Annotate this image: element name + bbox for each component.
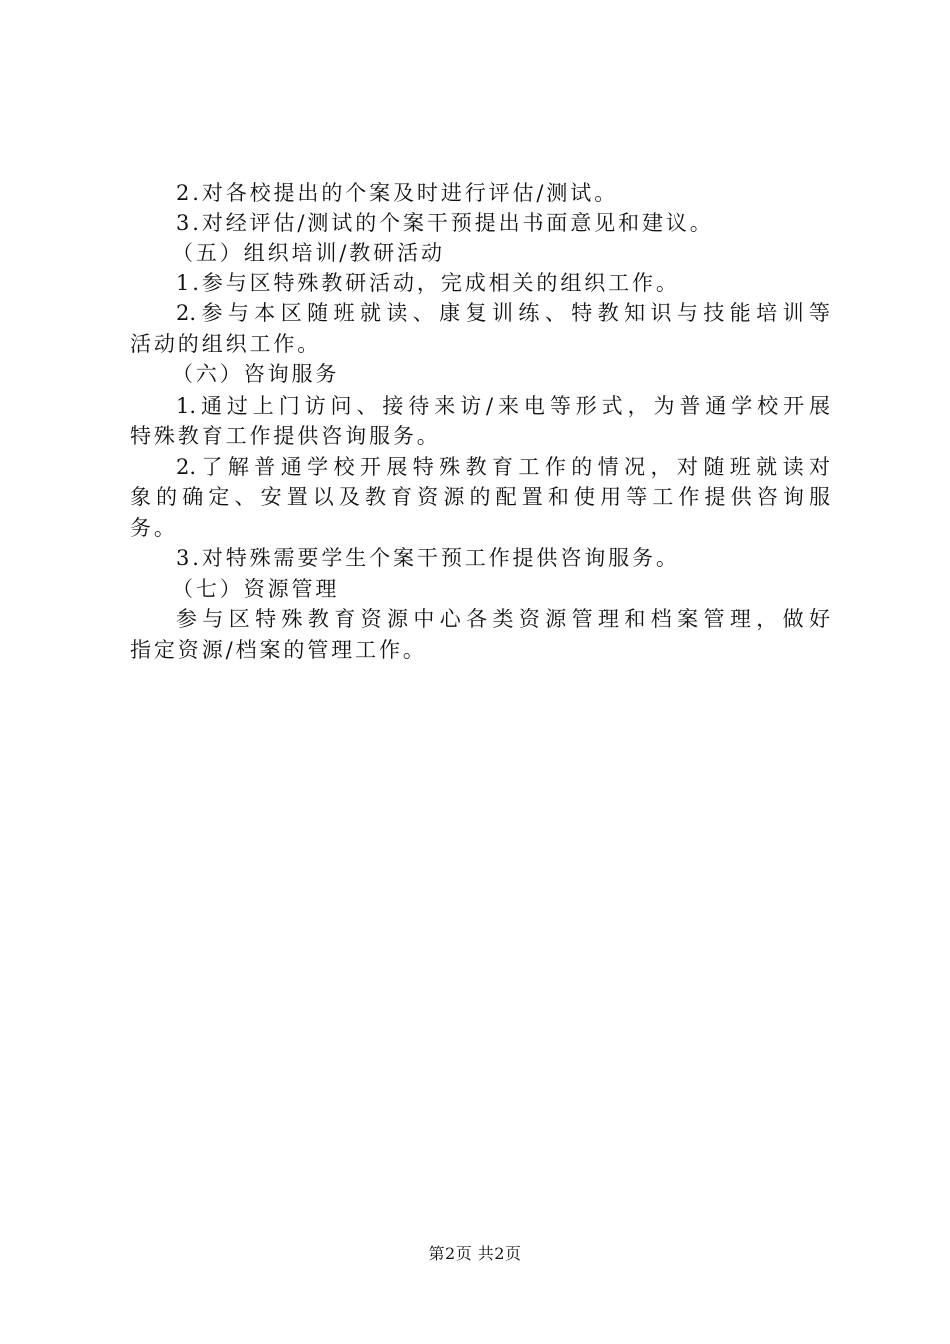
section-heading: （五）组织培训/教研活动 (172, 241, 445, 265)
paragraph-line: 象的确定、安置以及教育资源的配置和使用等工作提供咨询服 (130, 485, 830, 509)
paragraph-line: 3.对经评估/测试的个案干预提出书面意见和建议。 (176, 211, 714, 235)
paragraph-line: 2.对各校提出的个案及时进行评估/测试。 (176, 181, 619, 205)
paragraph-line: 2.参与本区随班就读、康复训练、特教知识与技能培训等 (176, 301, 830, 325)
paragraph-line: 3.对特殊需要学生个案干预工作提供咨询服务。 (176, 546, 680, 570)
paragraph-line: 1.参与区特殊教研活动，完成相关的组织工作。 (176, 271, 680, 295)
section-heading: （七）资源管理 (172, 577, 340, 601)
paragraph-line: 活动的组织工作。 (130, 332, 322, 356)
paragraph-line: 指定资源/档案的管理工作。 (130, 638, 427, 662)
page-footer: 第2页 共2页 (428, 1244, 522, 1263)
paragraph-line: 2.了解普通学校开展特殊教育工作的情况，对随班就读对 (176, 455, 830, 479)
paragraph-line: 1.通过上门访问、接待来访/来电等形式，为普通学校开展 (176, 394, 830, 418)
paragraph-line: 特殊教育工作提供咨询服务。 (130, 424, 441, 448)
paragraph-line: 务。 (130, 516, 178, 540)
section-heading: （六）咨询服务 (172, 362, 340, 386)
paragraph-line: 参与区特殊教育资源中心各类资源管理和档案管理，做好 (176, 607, 830, 631)
